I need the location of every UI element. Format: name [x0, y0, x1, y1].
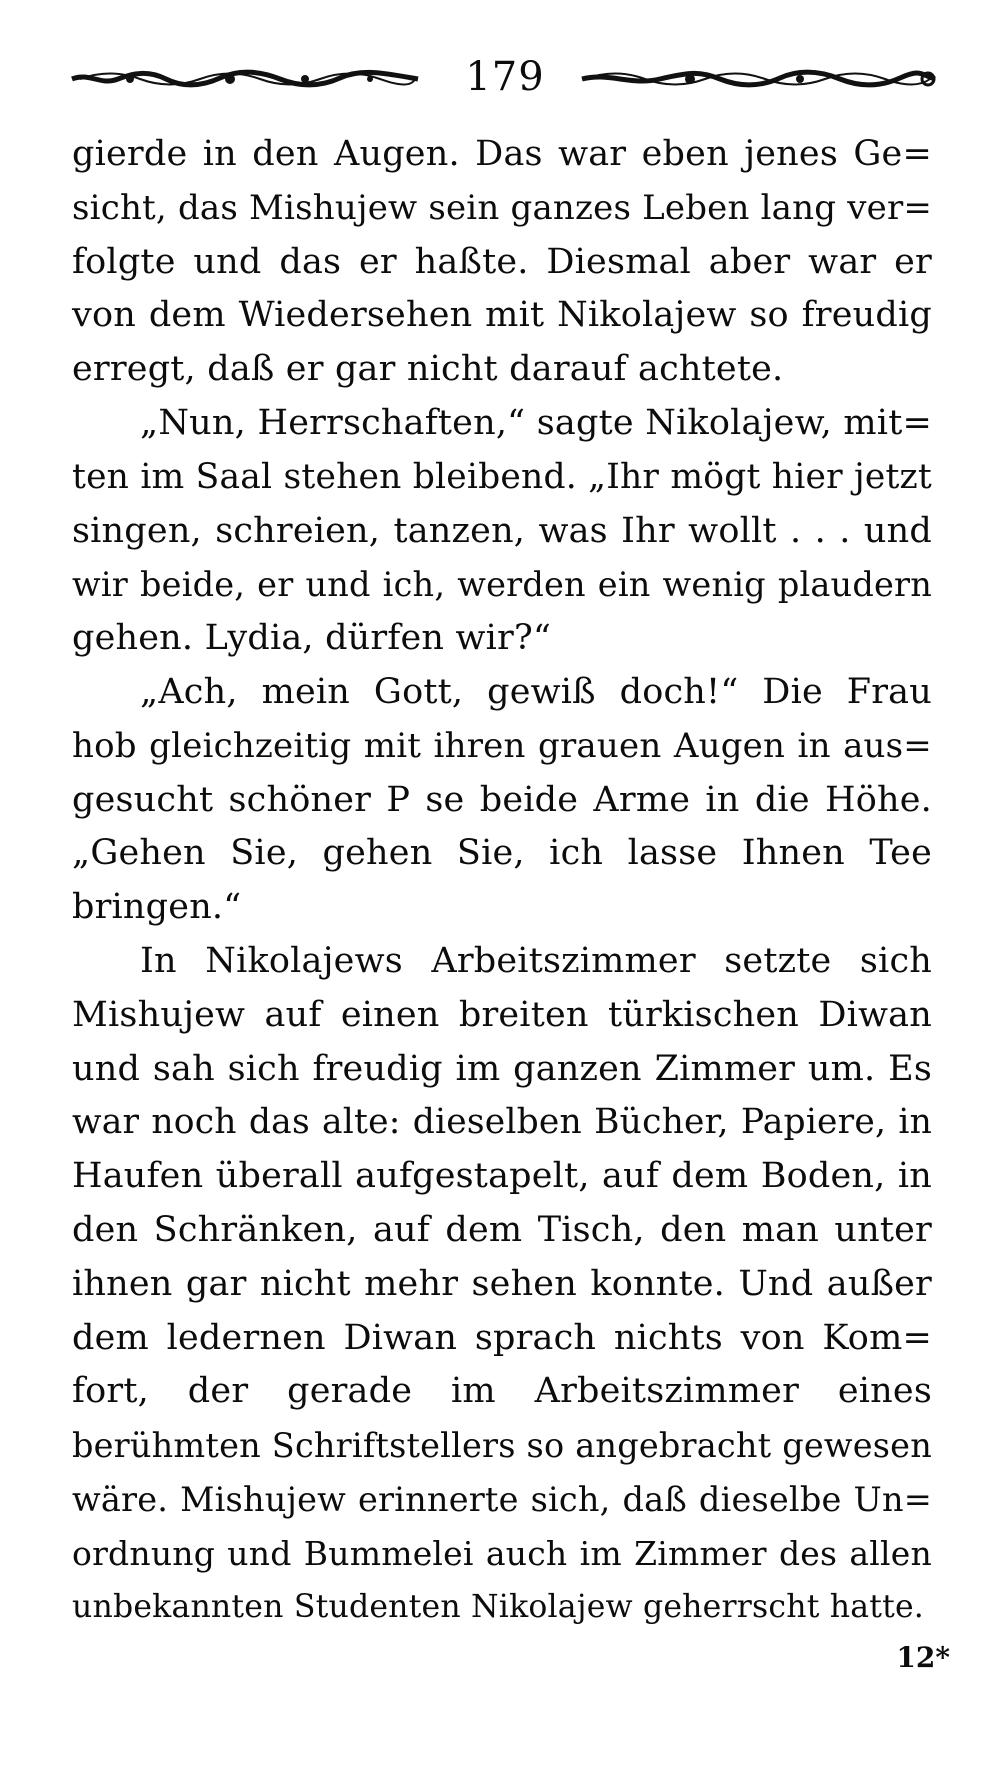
text-line: von dem Wiedersehen mit Nikolajew so freudig	[72, 295, 932, 336]
text-line: berühmten Schriftstellers so angebracht gewesen	[72, 1426, 932, 1466]
paragraph-1	[72, 128, 932, 397]
text-line: gierde in den Augen. Das war eben jenes Ge=	[72, 134, 932, 174]
text-line: sicht, das Mishujew sein ganzes Leben lang ver=	[72, 187, 933, 228]
text-line: wir beide, er und ich, werden ein wenig plaudern	[72, 565, 932, 605]
text-line: bringen.“	[72, 887, 242, 928]
page-header	[70, 48, 940, 108]
signature-mark: 12*	[896, 1641, 950, 1674]
text-line: war noch das alte: dieselben Bücher, Papiere, in	[72, 1102, 932, 1143]
text-line: erregt, daß er gar nicht darauf achtete.	[72, 349, 784, 390]
text-line: den Schränken, auf dem Tisch, den man unter	[72, 1209, 932, 1250]
text-line: unbekannten Studenten Nikolajew geherrscht hatte.	[72, 1588, 925, 1625]
text-line: dem ledernen Diwan sprach nichts von Kom=	[72, 1317, 932, 1358]
text-line: singen, schreien, tanzen, was Ihr wollt . . . und	[72, 510, 932, 551]
text-line: hob gleichzeitig mit ihren grauen Augen in aus=	[72, 725, 932, 766]
page-number: 179	[465, 54, 545, 100]
right-ornament-rule	[580, 68, 940, 90]
text-line: gehen. Lydia, dürfen wir?“	[72, 618, 552, 659]
text-line: und sah sich freudig im ganzen Zimmer um. Es	[72, 1048, 932, 1089]
text-line: „Ach, mein Gott, gewiß doch!“ Die Frau	[140, 671, 932, 712]
text-line: wäre. Mishujew erinnerte sich, daß dieselbe Un=	[72, 1479, 932, 1519]
text-line: ten im Saal stehen bleibend. „Ihr mögt hier jetzt	[72, 456, 932, 497]
paragraph-3	[72, 666, 932, 935]
text-line: Mishujew auf einen breiten türkischen Diwan	[72, 994, 932, 1035]
text-line: In Nikolajews Arbeitszimmer setzte sich	[140, 940, 932, 981]
body-text	[72, 128, 932, 1634]
text-line: Haufen überall aufgestapelt, auf dem Boden, in	[72, 1156, 932, 1197]
text-line: fort, der gerade im Arbeitszimmer eines	[72, 1371, 932, 1412]
text-line: gesucht schöner P se beide Arme in die Höhe.	[72, 779, 932, 820]
paragraph-4	[72, 935, 932, 1634]
text-line: folgte und das er haßte. Diesmal aber war er	[72, 241, 932, 282]
paragraph-2	[72, 397, 932, 666]
text-line: ordnung und Bummelei auch im Zimmer des allen	[72, 1533, 932, 1573]
text-line: ihnen gar nicht mehr sehen konnte. Und außer	[72, 1263, 932, 1304]
left-ornament-rule	[70, 68, 420, 90]
text-line: „Gehen Sie, gehen Sie, ich lasse Ihnen Tee	[72, 833, 932, 874]
text-line: „Nun, Herrschaften,“ sagte Nikolajew, mit=	[140, 402, 932, 443]
